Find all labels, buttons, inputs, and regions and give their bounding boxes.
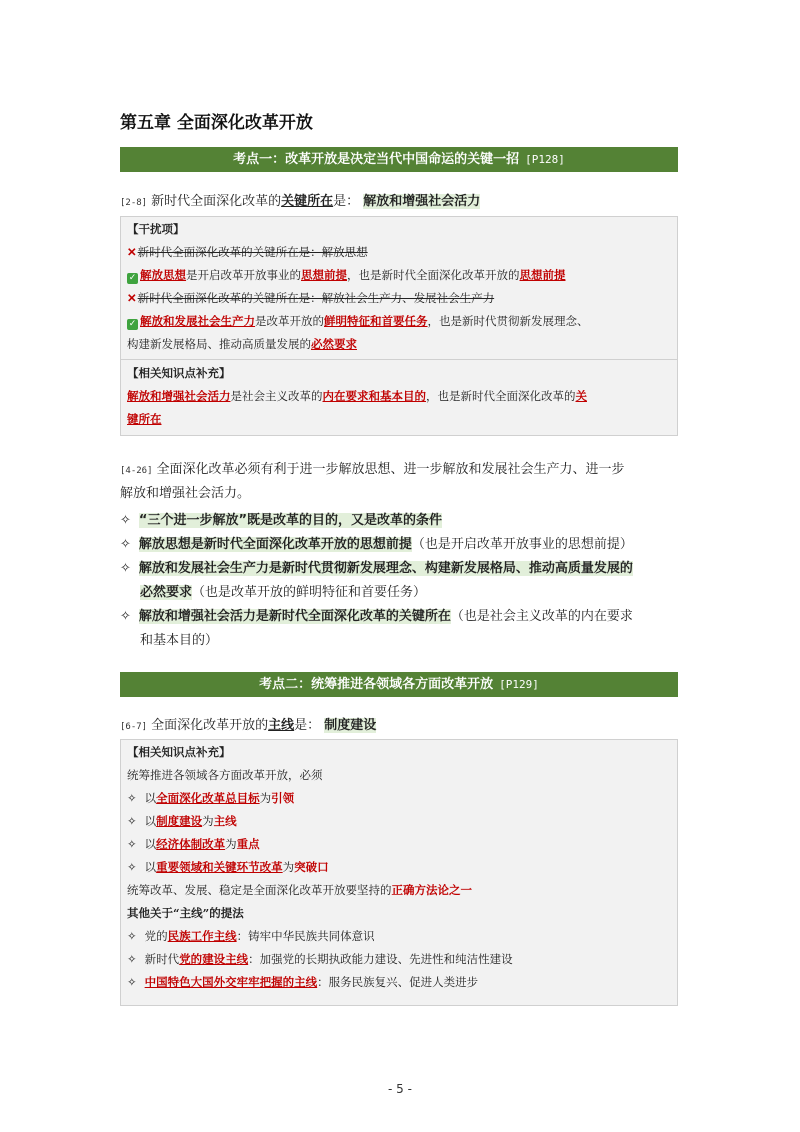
red-key: 正确方法论之一 bbox=[391, 883, 472, 897]
page-number: - 5 - bbox=[388, 1082, 412, 1096]
red-key: 重要领域和关键环节改革 bbox=[156, 860, 283, 874]
red-key: 全面深化改革总目标 bbox=[156, 791, 260, 805]
plain-text: 是改革开放的 bbox=[255, 314, 324, 328]
bullet-note: （也是社会主义改革的内在要求 bbox=[450, 609, 633, 624]
diamond-bullet-icon: ✧ bbox=[120, 609, 131, 624]
question-text: 新时代全面深化改革的 bbox=[151, 194, 282, 209]
section1-ref: [P128] bbox=[525, 153, 565, 166]
diamond-bullet-icon: ✧ bbox=[127, 814, 137, 828]
principle-item bbox=[127, 836, 260, 852]
chapter-title: 第五章 全面深化改革开放 bbox=[120, 113, 313, 133]
plain-text: 以 bbox=[144, 860, 157, 874]
distractor-text: 新时代全面深化改革的关键所在是：解放社会生产力、发展社会生产力 bbox=[137, 291, 495, 305]
red-key: 解放和增强社会活力 bbox=[127, 389, 231, 403]
correction-row bbox=[127, 267, 566, 284]
bullet-note: （也是改革开放的鲜明特征和首要任务） bbox=[192, 585, 427, 600]
red-key: 制度建设 bbox=[156, 814, 203, 828]
plain-text: 新时代 bbox=[144, 952, 180, 966]
supplement-box bbox=[120, 739, 678, 1006]
plain-text: 以 bbox=[144, 837, 157, 851]
red-key: 民族工作主线 bbox=[167, 929, 237, 943]
plain-text: 是社会主义改革的 bbox=[230, 389, 323, 403]
red-key: 思想前提 bbox=[301, 268, 347, 282]
red-key: 解放和发展社会生产力 bbox=[140, 314, 255, 328]
bullet-item bbox=[120, 559, 633, 579]
distractor-header: 【干扰项】 bbox=[127, 222, 185, 236]
plain-text: 构建新发展格局、推动高质量发展的 bbox=[127, 337, 311, 351]
bullet-highlight: 解放和发展社会生产力是新时代贯彻新发展理念、构建新发展格局、推动高质量发展的 bbox=[138, 561, 633, 576]
supplement-intro: 统筹推进各领域各方面改革开放，必须 bbox=[127, 768, 323, 782]
distractor-row bbox=[127, 244, 368, 260]
red-key: 重点 bbox=[236, 837, 260, 851]
bullet-item bbox=[120, 535, 633, 555]
correction-row-cont bbox=[127, 336, 357, 352]
red-key: 内在要求和基本目的 bbox=[322, 389, 426, 403]
diamond-bullet-icon: ✧ bbox=[120, 537, 131, 552]
check-icon: ✓ bbox=[128, 319, 137, 329]
red-key: 党的建设主线 bbox=[179, 952, 249, 966]
red-key: 经济体制改革 bbox=[156, 837, 226, 851]
plain-text: ，也是新时代全面深化改革开放的 bbox=[347, 268, 520, 282]
diamond-bullet-icon: ✧ bbox=[127, 975, 137, 989]
answer-highlight: 解放和增强社会活力 bbox=[363, 194, 481, 209]
plain-text: ：服务民族复兴、促进人类进步 bbox=[317, 975, 479, 989]
diamond-bullet-icon: ✧ bbox=[127, 952, 137, 966]
question-tag: [2-8] bbox=[120, 198, 148, 208]
box-divider bbox=[121, 359, 677, 360]
check-icon: ✓ bbox=[128, 273, 137, 283]
bullet-highlight: 必然要求 bbox=[140, 585, 193, 600]
bullet-highlight: 解放思想是新时代全面深化改革开放的思想前提 bbox=[138, 537, 412, 552]
other-item bbox=[127, 974, 478, 990]
question-text: 全面深化改革必须有利于进一步解放思想、进一步解放和发展社会生产力、进一步 bbox=[156, 462, 625, 477]
question1 bbox=[120, 192, 480, 213]
red-key: 中国特色大国外交牢牢把握的主线 bbox=[144, 975, 318, 989]
other-item bbox=[127, 928, 375, 944]
red-key: 思想前提 bbox=[519, 268, 566, 282]
diamond-bullet-icon: ✧ bbox=[127, 860, 137, 874]
question-mid: 是： bbox=[333, 194, 360, 209]
other-item bbox=[127, 951, 513, 967]
bullet-highlight: “三个进一步解放”既是改革的目的，又是改革的条件 bbox=[138, 513, 442, 528]
supplement-header: 【相关知识点补充】 bbox=[127, 366, 231, 380]
supplement-header: 【相关知识点补充】 bbox=[127, 745, 231, 759]
plain-text: ：铸牢中华民族共同体意识 bbox=[236, 929, 375, 943]
plain-text: 党的 bbox=[144, 929, 168, 943]
diamond-bullet-icon: ✧ bbox=[120, 513, 131, 528]
supplement-row bbox=[127, 388, 587, 404]
red-key: 键所在 bbox=[127, 412, 162, 426]
red-key: 必然要求 bbox=[311, 337, 357, 351]
diamond-bullet-icon: ✧ bbox=[127, 837, 137, 851]
plain-text: ，也是新时代贯彻新发展理念、 bbox=[427, 314, 589, 328]
other-header: 其他关于“主线”的提法 bbox=[127, 906, 244, 920]
plain-text: 以 bbox=[144, 791, 157, 805]
red-key: 引领 bbox=[271, 791, 295, 805]
question-key: 主线 bbox=[268, 718, 295, 733]
section1-banner-title: 考点一：改革开放是决定当代中国命运的关键一招 bbox=[233, 152, 520, 167]
question3 bbox=[120, 716, 376, 737]
diamond-bullet-icon: ✧ bbox=[127, 791, 137, 805]
bullet-item-cont bbox=[140, 583, 426, 603]
bullet-item bbox=[120, 511, 442, 531]
question-mid: 是： bbox=[294, 718, 321, 733]
diamond-bullet-icon: ✧ bbox=[127, 929, 137, 943]
question2-line1 bbox=[120, 460, 625, 481]
cross-icon: ✕ bbox=[127, 291, 137, 305]
red-key: 关 bbox=[575, 389, 587, 403]
plain-text: ，也是新时代全面深化改革的 bbox=[426, 389, 576, 403]
principle-item bbox=[127, 813, 237, 829]
principle-item bbox=[127, 790, 294, 806]
section2-ref: [P129] bbox=[499, 678, 539, 691]
distractor-box bbox=[120, 216, 678, 436]
red-key: 突破口 bbox=[294, 860, 329, 874]
plain-text: 为 bbox=[202, 814, 214, 828]
bullet-note: （也是开启改革开放事业的思想前提） bbox=[411, 537, 633, 552]
section1-banner bbox=[120, 147, 678, 172]
supplement-row-cont bbox=[127, 411, 162, 427]
correction-row bbox=[127, 313, 589, 330]
question-tag: [4-26] bbox=[120, 466, 153, 476]
distractor-row bbox=[127, 290, 494, 306]
question-key: 关键所在 bbox=[281, 194, 334, 209]
bullet-item bbox=[120, 607, 633, 627]
principle-item bbox=[127, 859, 329, 875]
question2-line2: 解放和增强社会活力。 bbox=[120, 486, 251, 501]
red-key: 解放思想 bbox=[140, 268, 186, 282]
red-key: 主线 bbox=[213, 814, 237, 828]
question-text: 全面深化改革开放的 bbox=[151, 718, 269, 733]
plain-text: 为 bbox=[282, 860, 295, 874]
question-tag: [6-7] bbox=[120, 722, 148, 732]
plain-text: 为 bbox=[259, 791, 272, 805]
red-key: 鲜明特征和首要任务 bbox=[324, 314, 428, 328]
section2-banner bbox=[120, 672, 678, 697]
section2-banner-title: 考点二：统筹推进各领域各方面改革开放 bbox=[259, 677, 494, 692]
bullet-highlight: 解放和增强社会活力是新时代全面深化改革的关键所在 bbox=[138, 609, 451, 624]
answer-highlight: 制度建设 bbox=[324, 718, 377, 733]
distractor-text: 新时代全面深化改革的关键所在是：解放思想 bbox=[137, 245, 368, 259]
plain-text: 统筹改革、发展、稳定是全面深化改革开放要坚持的 bbox=[127, 883, 392, 897]
method-line bbox=[127, 882, 472, 898]
plain-text: 是开启改革开放事业的 bbox=[186, 268, 301, 282]
plain-text: ：加强党的长期执政能力建设、先进性和纯洁性建设 bbox=[248, 952, 513, 966]
cross-icon: ✕ bbox=[127, 245, 137, 259]
bullet-item-cont: 和基本目的） bbox=[140, 633, 219, 648]
plain-text: 以 bbox=[144, 814, 157, 828]
diamond-bullet-icon: ✧ bbox=[120, 561, 131, 576]
plain-text: 为 bbox=[225, 837, 237, 851]
